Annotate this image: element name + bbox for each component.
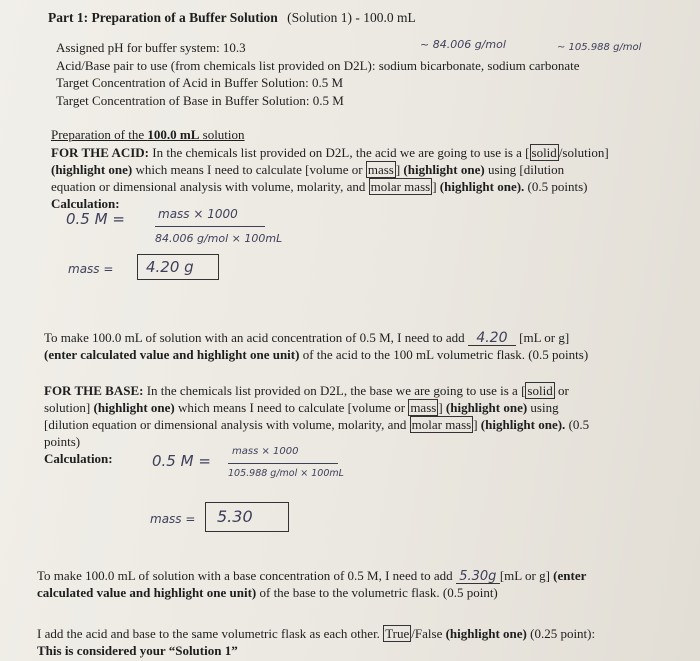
base-calc-numerator: mass × 1000 — [232, 446, 299, 457]
acid-calc-numerator: mass × 1000 — [158, 207, 238, 221]
base-result-line-2: calculated value and highlight one unit) of the base to the volumetric flask. (0.5 point) — [37, 585, 498, 600]
base-calc-denominator: 105.988 g/mol × 100mL — [228, 468, 344, 479]
acid-mass-option[interactable]: mass — [367, 162, 394, 177]
base-line-3: [dilution equation or dimensional analysis with volume, molarity, and molar mass ] (highlight one). (0.5 — [44, 417, 590, 432]
acid-fraction-bar — [155, 226, 265, 227]
base-result-value[interactable]: 5.30g — [456, 570, 500, 584]
base-line-2: solution] (highlight one) which means I need to calculate [volume or mass ] (highlight one) using — [44, 400, 559, 415]
acid-result-line-1: To make 100.0 mL of solution with an acid concentration of 0.5 M, I need to add 4.20 [mL or g] — [44, 330, 570, 346]
molar-mass-note-base: ~ 105.988 g/mol — [557, 42, 642, 53]
preparation-heading: Preparation of the 100.0 mL solution — [51, 127, 245, 142]
target-base-concentration: Target Concentration of Base in Buffer Solution: 0.5 M — [56, 93, 344, 108]
true-option[interactable]: True — [385, 626, 410, 641]
base-calc-lhs: 0.5 M = — [152, 452, 211, 470]
base-line-4: points) — [44, 434, 81, 449]
final-statement-line-1: I add the acid and base to the same volumetric flask as each other. True /False (highlight one) (0.25 point): — [37, 626, 596, 641]
acid-line-3: equation or dimensional analysis with volume, molarity, and molar mass ] (highlight one). (0.5 points) — [51, 179, 588, 194]
base-mass-label: mass = — [150, 512, 196, 526]
assigned-ph: Assigned pH for buffer system: 10.3 — [56, 40, 246, 55]
final-statement-line-2: This is considered your “Solution 1” — [37, 643, 238, 658]
acid-mass-label: mass = — [68, 262, 114, 276]
acid-line-2: (highlight one) which means I need to calculate [volume or mass ] (highlight one) using [dilution — [51, 162, 565, 177]
acid-mass-value: 4.20 g — [146, 258, 194, 276]
base-calculation-label: Calculation: — [44, 451, 113, 466]
base-fraction-bar — [228, 463, 338, 464]
molar-mass-note-acid: ~ 84.006 g/mol — [420, 38, 506, 51]
acid-base-pair: Acid/Base pair to use (from chemicals list provided on D2L): sodium bicarbonate, sodium carbonate — [56, 58, 580, 73]
base-mass-option[interactable]: mass — [410, 400, 437, 415]
acid-solid-option[interactable]: solid — [531, 145, 557, 160]
acid-calc-denominator: 84.006 g/mol × 100mL — [155, 232, 283, 245]
target-acid-concentration: Target Concentration of Acid in Buffer Solution: 0.5 M — [56, 75, 344, 90]
acid-result-value[interactable]: 4.20 — [468, 332, 516, 346]
base-mass-value: 5.30 — [217, 507, 253, 526]
base-result-line-1: To make 100.0 mL of solution with a base concentration of 0.5 M, I need to add 5.30g [mL or g] (enter — [37, 568, 587, 584]
part-heading: Part 1: Preparation of a Buffer Solution (Solution 1) - 100.0 mL — [48, 10, 416, 25]
acid-calculation-label: Calculation: — [51, 196, 120, 211]
base-line-1: FOR THE BASE: In the chemicals list provided on D2L, the base we are going to use is a [ solid or — [44, 383, 569, 398]
acid-result-line-2: (enter calculated value and highlight one unit) of the acid to the 100 mL volumetric flask. (0.5 points) — [44, 347, 589, 362]
acid-calc-lhs: 0.5 M = — [66, 210, 125, 228]
acid-molar-mass-option[interactable]: molar mass — [370, 179, 431, 194]
base-solid-option[interactable]: solid — [527, 383, 553, 398]
acid-line-1: FOR THE ACID: In the chemicals list provided on D2L, the acid we are going to use is a [ solid /solution] — [51, 145, 609, 160]
base-molar-mass-option[interactable]: molar mass — [411, 417, 472, 432]
